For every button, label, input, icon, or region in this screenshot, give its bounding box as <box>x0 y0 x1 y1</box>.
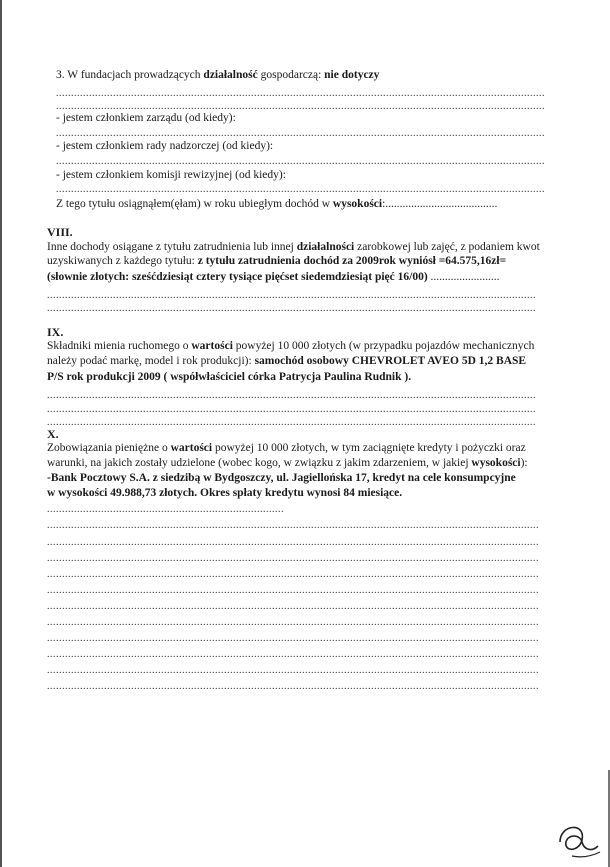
section-8-line2: uzyskiwanych z każdego tytułu: z tytułu zatrudnienia dochód za 2009rok wyniósł =64.575,16zł= <box>47 255 507 267</box>
fill-line: ................................................................................................................................................................... <box>47 391 536 401</box>
section-3-title: 3. W fundacjach prowadzących działalność gospodarczą: nie dotyczy <box>56 69 380 81</box>
fill-line: .................................................................................................................................................................... <box>47 538 539 548</box>
section-10-line1: Zobowiązania pieniężne o wartości powyżej 10 000 złotych, w tym zaciągnięte kredyty i pożyczki oraz <box>47 442 526 454</box>
section-9-line1: Składniki mienia ruchomego o wartości powyżej 10 000 złotych (w przypadku pojazdów mechanicznych <box>47 340 535 352</box>
fill-line: ................................................................................................................................................................... <box>47 291 536 301</box>
fill-line: ................................................................................................................................................................... <box>47 418 536 428</box>
section-9-heading: IX. <box>47 325 64 339</box>
fill-line: ................................................................................................................................................................... <box>56 185 545 195</box>
fill-line: .................................................................................................................................................................... <box>47 666 539 676</box>
section-8-line1: Inne dochody osiągane z tytułu zatrudnienia lub innej działalności zarobkowej lub zajęć, z podaniem kwot <box>47 241 540 253</box>
section-10-line3: -Bank Pocztowy S.A. z siedzibą w Bydgoszczy, ul. Jagiellońska 17, kredyt na cele konsumpcyjne <box>47 472 516 484</box>
fill-line: ................................................................................................................................................................... <box>47 304 536 314</box>
fill-line: .................................................................................................................................................................... <box>47 650 539 660</box>
section-3-income: Z tego tytułu osiągnąłem(ęłam) w roku ubiegłym dochód w wysokości:....................................... <box>56 198 498 210</box>
fill-line: .................................................................................................................................................................... <box>47 554 539 564</box>
fill-line: .................................................................................................................................................................... <box>47 634 539 644</box>
fill-line: ................................................................................................................................................................... <box>56 102 545 112</box>
section-10-heading: X. <box>47 427 59 441</box>
section-10-line2: warunki, na jakich zostały udzielone (wobec kogo, w związku z jakim zdarzeniem, w jakiej wysokości): <box>47 457 528 469</box>
fill-line: .................................................................................................................................................................... <box>47 682 539 692</box>
rada-item: - jestem członkiem rady nadzorczej (od kiedy): <box>56 140 274 152</box>
section-10-line4: w wysokości 49.988,73 złotych. Okres spłaty kredytu wynosi 84 miesiące. <box>47 487 403 499</box>
fill-line: .................................................................................................................................................................... <box>47 602 539 612</box>
fill-line: ................................................................................................................................................................... <box>56 129 545 139</box>
zarzad-item: - jestem członkiem zarządu (od kiedy): <box>56 112 236 124</box>
fill-line-short: ............................................................................... <box>47 505 284 515</box>
section-8-heading: VIII. <box>47 225 73 239</box>
signature-initials <box>552 812 604 862</box>
fill-line: .................................................................................................................................................................... <box>47 618 539 628</box>
fill-line: .................................................................................................................................................................... <box>47 521 539 531</box>
fill-line: ................................................................................................................................................................... <box>56 89 545 99</box>
fill-line: ................................................................................................................................................................... <box>47 405 536 415</box>
komisja-item: - jestem członkiem komisji rewizyjnej (od kiedy): <box>56 169 286 181</box>
scan-edge <box>0 0 2 867</box>
fill-line: .................................................................................................................................................................... <box>47 586 539 596</box>
section-9-line2: należy podać markę, model i rok produkcji): samochód osobowy CHEVROLET AVEO 5D 1,2 BASE <box>47 355 527 367</box>
section-8-line3: (słownie złotych: sześćdziesiąt cztery tysiące pięćset siedemdziesiąt pięć 16/00) ........................ <box>47 271 500 283</box>
fill-line: .................................................................................................................................................................... <box>47 570 539 580</box>
fill-line: ................................................................................................................................................................... <box>56 157 545 167</box>
section-9-line3: P/S rok produkcji 2009 ( współwłaściciel córka Patrycja Paulina Rudnik ). <box>47 371 412 383</box>
